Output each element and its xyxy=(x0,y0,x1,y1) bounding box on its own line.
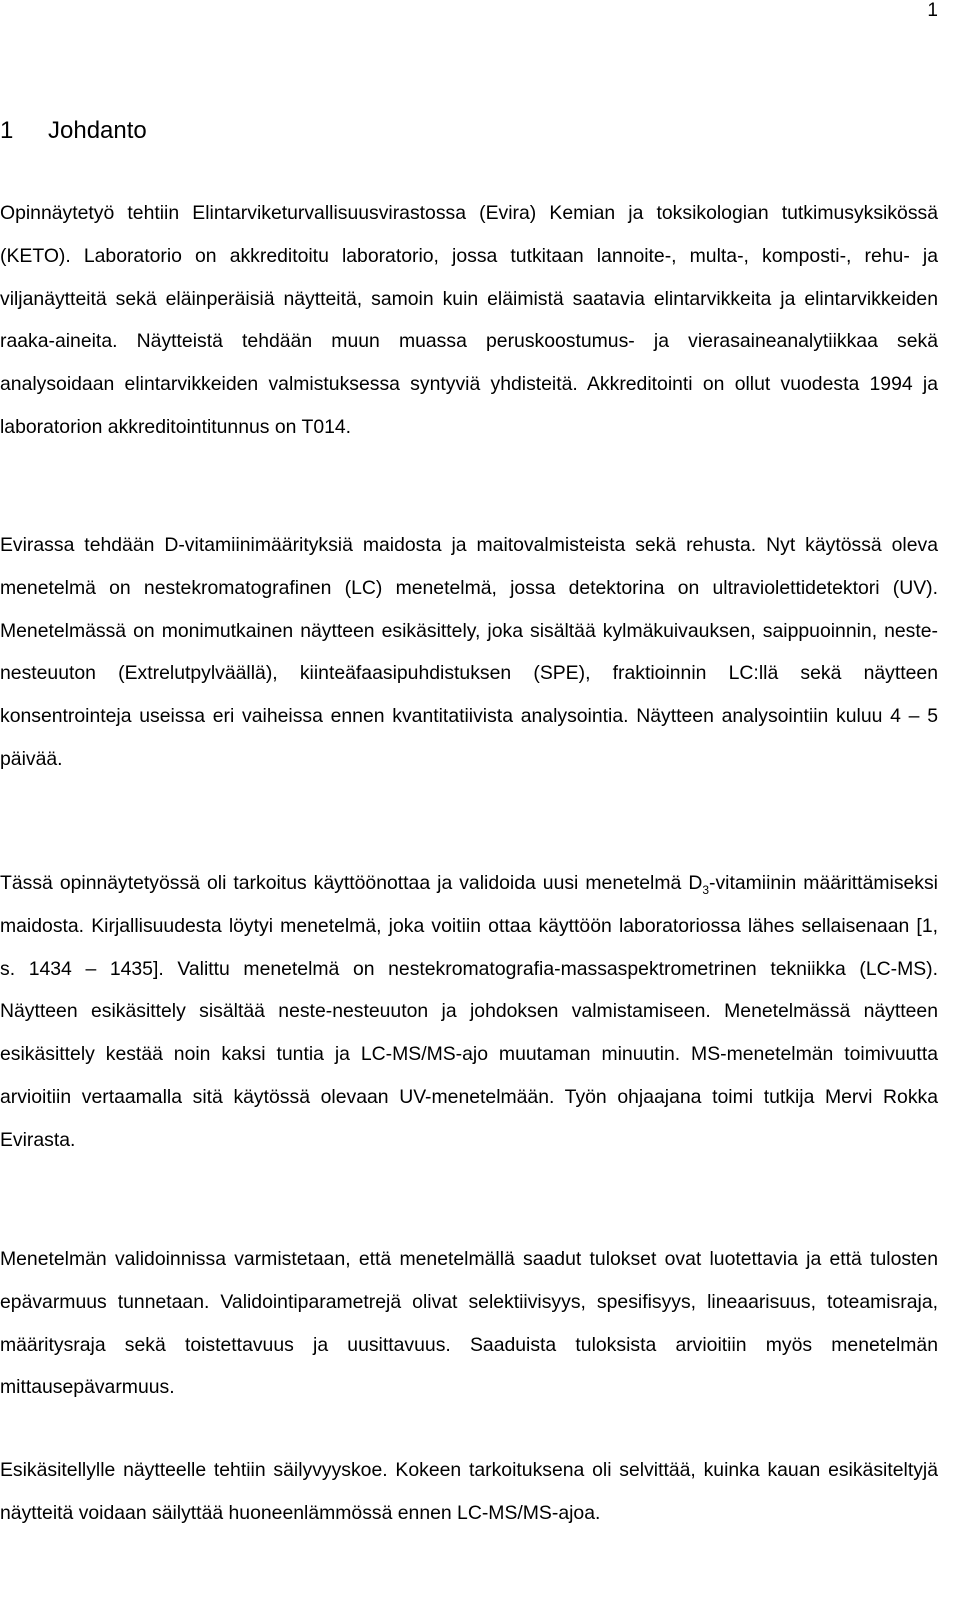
paragraph-thesis-goal xyxy=(0,862,938,1162)
section-title: Johdanto xyxy=(48,117,147,144)
section-number: 1 xyxy=(0,117,14,144)
paragraph-current-method: Evirassa tehdään D-vitamiinimäärityksiä maidosta ja maitovalmisteista sekä rehusta. Nyt käytössä oleva menetelmä on nestekromatografinen (LC) menetelmä, jossa detektorina on ultraviolettidetektori (UV). Menetelmässä on monimutkainen näytteen esikäsittely, joka sisältää kylmäkuivauksen, saippuoinnin, neste-nesteuuton (Extrelutpylväällä), kiinteäfaasipuhdistuksen (SPE), fraktioinnin LC:llä sekä näytteen konsentrointeja useissa eri vaiheissa ennen kvantitatiivista analysointia. Näytteen analysointiin kuluu 4 – 5 päivää. xyxy=(0,534,938,770)
paragraph-validation: Menetelmän validoinnissa varmistetaan, että menetelmällä saadut tulokset ovat luotettavia ja että tulosten epävarmuus tunnetaan. Validointiparametrejä olivat selektiivisyys, spesifisyys, lineaarisuus, toteamisraja, määritysraja sekä toistettavuus ja uusittavuus. Saaduista tuloksista arvioitiin myös menetelmän mittausepävarmuus. xyxy=(0,1248,938,1399)
section-heading xyxy=(0,116,147,146)
paragraph-stability-test: Esikäsitellylle näytteelle tehtiin säilyvyyskoe. Kokeen tarkoituksena oli selvittää, kuinka kauan esikäsiteltyjä näytteitä voidaan säilyttää huoneenlämmössä ennen LC-MS/MS-ajoa. xyxy=(0,1459,938,1524)
subscript-3: 3 xyxy=(702,882,710,897)
paragraph-intro: Opinnäytetyö tehtiin Elintarviketurvallisuusvirastossa (Evira) Kemian ja toksikologian tutkimusyksikössä (KETO). Laboratorio on akkreditoitu laboratorio, jossa tutkitaan lannoite-, multa-, komposti-, rehu- ja viljanäytteitä sekä eläinperäisiä näytteitä, samoin kuin eläimistä saatavia elintarvikkeita ja elintarvikkeiden raaka-aineita. Näytteistä tehdään muun muassa peruskoostumus- ja vierasaineanalytiikkaa sekä analysoidaan elintarvikkeiden valmistuksessa syntyviä yhdisteitä. Akkreditointi on ollut vuodesta 1994 ja laboratorion akkreditointitunnus on T014. xyxy=(0,202,938,438)
page-number: 1 xyxy=(927,0,938,21)
paragraph-thesis-goal-rest: -vitamiinin määrittämiseksi maidosta. Kirjallisuudesta löytyi menetelmä, joka voitiin ottaa käyttöön laboratoriossa lähes sellaisenaan [1, s. 1434 – 1435]. Valittu menetelmä on nestekromatografia-massaspektrometrinen tekniikka (LC-MS). Näytteen esikäsittely sisältää neste-nesteuuton ja johdoksen valmistamiseen. Menetelmässä näytteen esikäsittely kestää noin kaksi tuntia ja LC-MS/MS-ajo muutaman minuutin. MS-menetelmän toimivuutta arvioitiin vertaamalla sitä käytössä olevaan UV-menetelmään. Työn ohjaajana toimi tutkija Mervi Rokka Evirasta. xyxy=(0,872,938,1151)
paragraph-thesis-goal-start: Tässä opinnäytetyössä oli tarkoitus käyttöönottaa ja validoida uusi menetelmä D xyxy=(0,872,703,894)
